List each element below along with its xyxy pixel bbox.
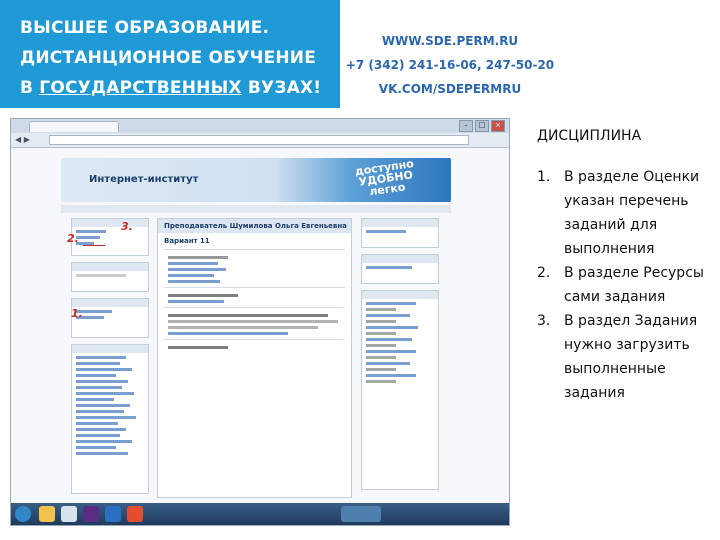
instruction-item [537, 165, 715, 261]
variant-title: Вариант 11 [164, 237, 210, 245]
browser-titlebar [11, 119, 509, 133]
website-link[interactable]: WWW.SDE.PERM.RU [381, 34, 519, 48]
item-number: 2. [537, 265, 551, 281]
right-block-2 [361, 254, 439, 284]
site-header [61, 158, 451, 202]
word-icon [105, 506, 121, 522]
instruction-list [537, 165, 715, 405]
search-block [71, 262, 149, 292]
close-icon: × [491, 120, 505, 132]
site-logo: доступно УДОБНО легко [354, 157, 415, 199]
annotation-3: 3. [121, 220, 133, 233]
active-window-icon [341, 506, 381, 522]
browser-tab [29, 121, 119, 132]
url-field [49, 135, 469, 145]
folder-icon [39, 506, 55, 522]
web-page [11, 148, 509, 504]
instruction-item [537, 261, 715, 309]
section-1 [164, 287, 345, 303]
contacts [340, 0, 720, 108]
banner-line-1: ВЫСШЕЕ ОБРАЗОВАНИЕ. [20, 18, 270, 38]
browser-icon [127, 506, 143, 522]
back-forward-icon: ◀ ▶ [15, 135, 30, 144]
main-column [157, 218, 352, 498]
resources-block [71, 344, 149, 494]
breadcrumb [61, 205, 451, 213]
section-3 [164, 339, 345, 349]
item-text: В разделе Ресурсы сами задания [564, 265, 704, 305]
browser-screenshot [10, 118, 510, 526]
minimize-icon: – [459, 120, 473, 132]
item-number: 1. [537, 169, 551, 185]
start-icon [15, 506, 31, 522]
maximize-icon: □ [475, 120, 489, 132]
annotation-underline [83, 245, 105, 246]
banner-underlined-word: ГОСУДАРСТВЕННЫХ [39, 78, 242, 98]
item-text: В разделе Оценки указан перечень заданий для выполнения [564, 169, 700, 257]
instruction-item [537, 309, 715, 405]
taskbar [11, 503, 509, 525]
instruction-panel [537, 124, 715, 405]
annotation-1: 1. [71, 307, 83, 320]
address-bar [11, 133, 509, 148]
annotation-2: 2. [67, 232, 79, 245]
vk-link[interactable]: VK.COM/SDEPERMRU [378, 82, 522, 96]
app-icon [61, 506, 77, 522]
right-column [361, 218, 439, 498]
nav-block [71, 218, 149, 256]
viber-icon [83, 506, 99, 522]
news-section [164, 249, 345, 283]
banner-line-2: ДИСТАНЦИОННОЕ ОБУЧЕНИЕ [20, 48, 317, 68]
discipline-heading: ДИСЦИПЛИНА [537, 128, 642, 144]
item-number: 3. [537, 313, 551, 329]
teacher-header: Преподаватель Шумилова Ольга Евгеньевна [158, 219, 351, 233]
window-buttons [459, 120, 505, 132]
left-column [71, 218, 149, 498]
right-block-3 [361, 290, 439, 490]
item-text: В раздел Задания нужно загрузить выполненные задания [564, 313, 698, 401]
phone-number: +7 (342) 241-16-06, 247-50-20 [345, 58, 555, 72]
right-block-1 [361, 218, 439, 248]
banner [0, 0, 340, 108]
section-2 [164, 307, 345, 335]
banner-line-3: В ГОСУДАРСТВЕННЫХ ВУЗАХ! [20, 78, 322, 98]
site-title: Интернет-институт [89, 174, 199, 185]
